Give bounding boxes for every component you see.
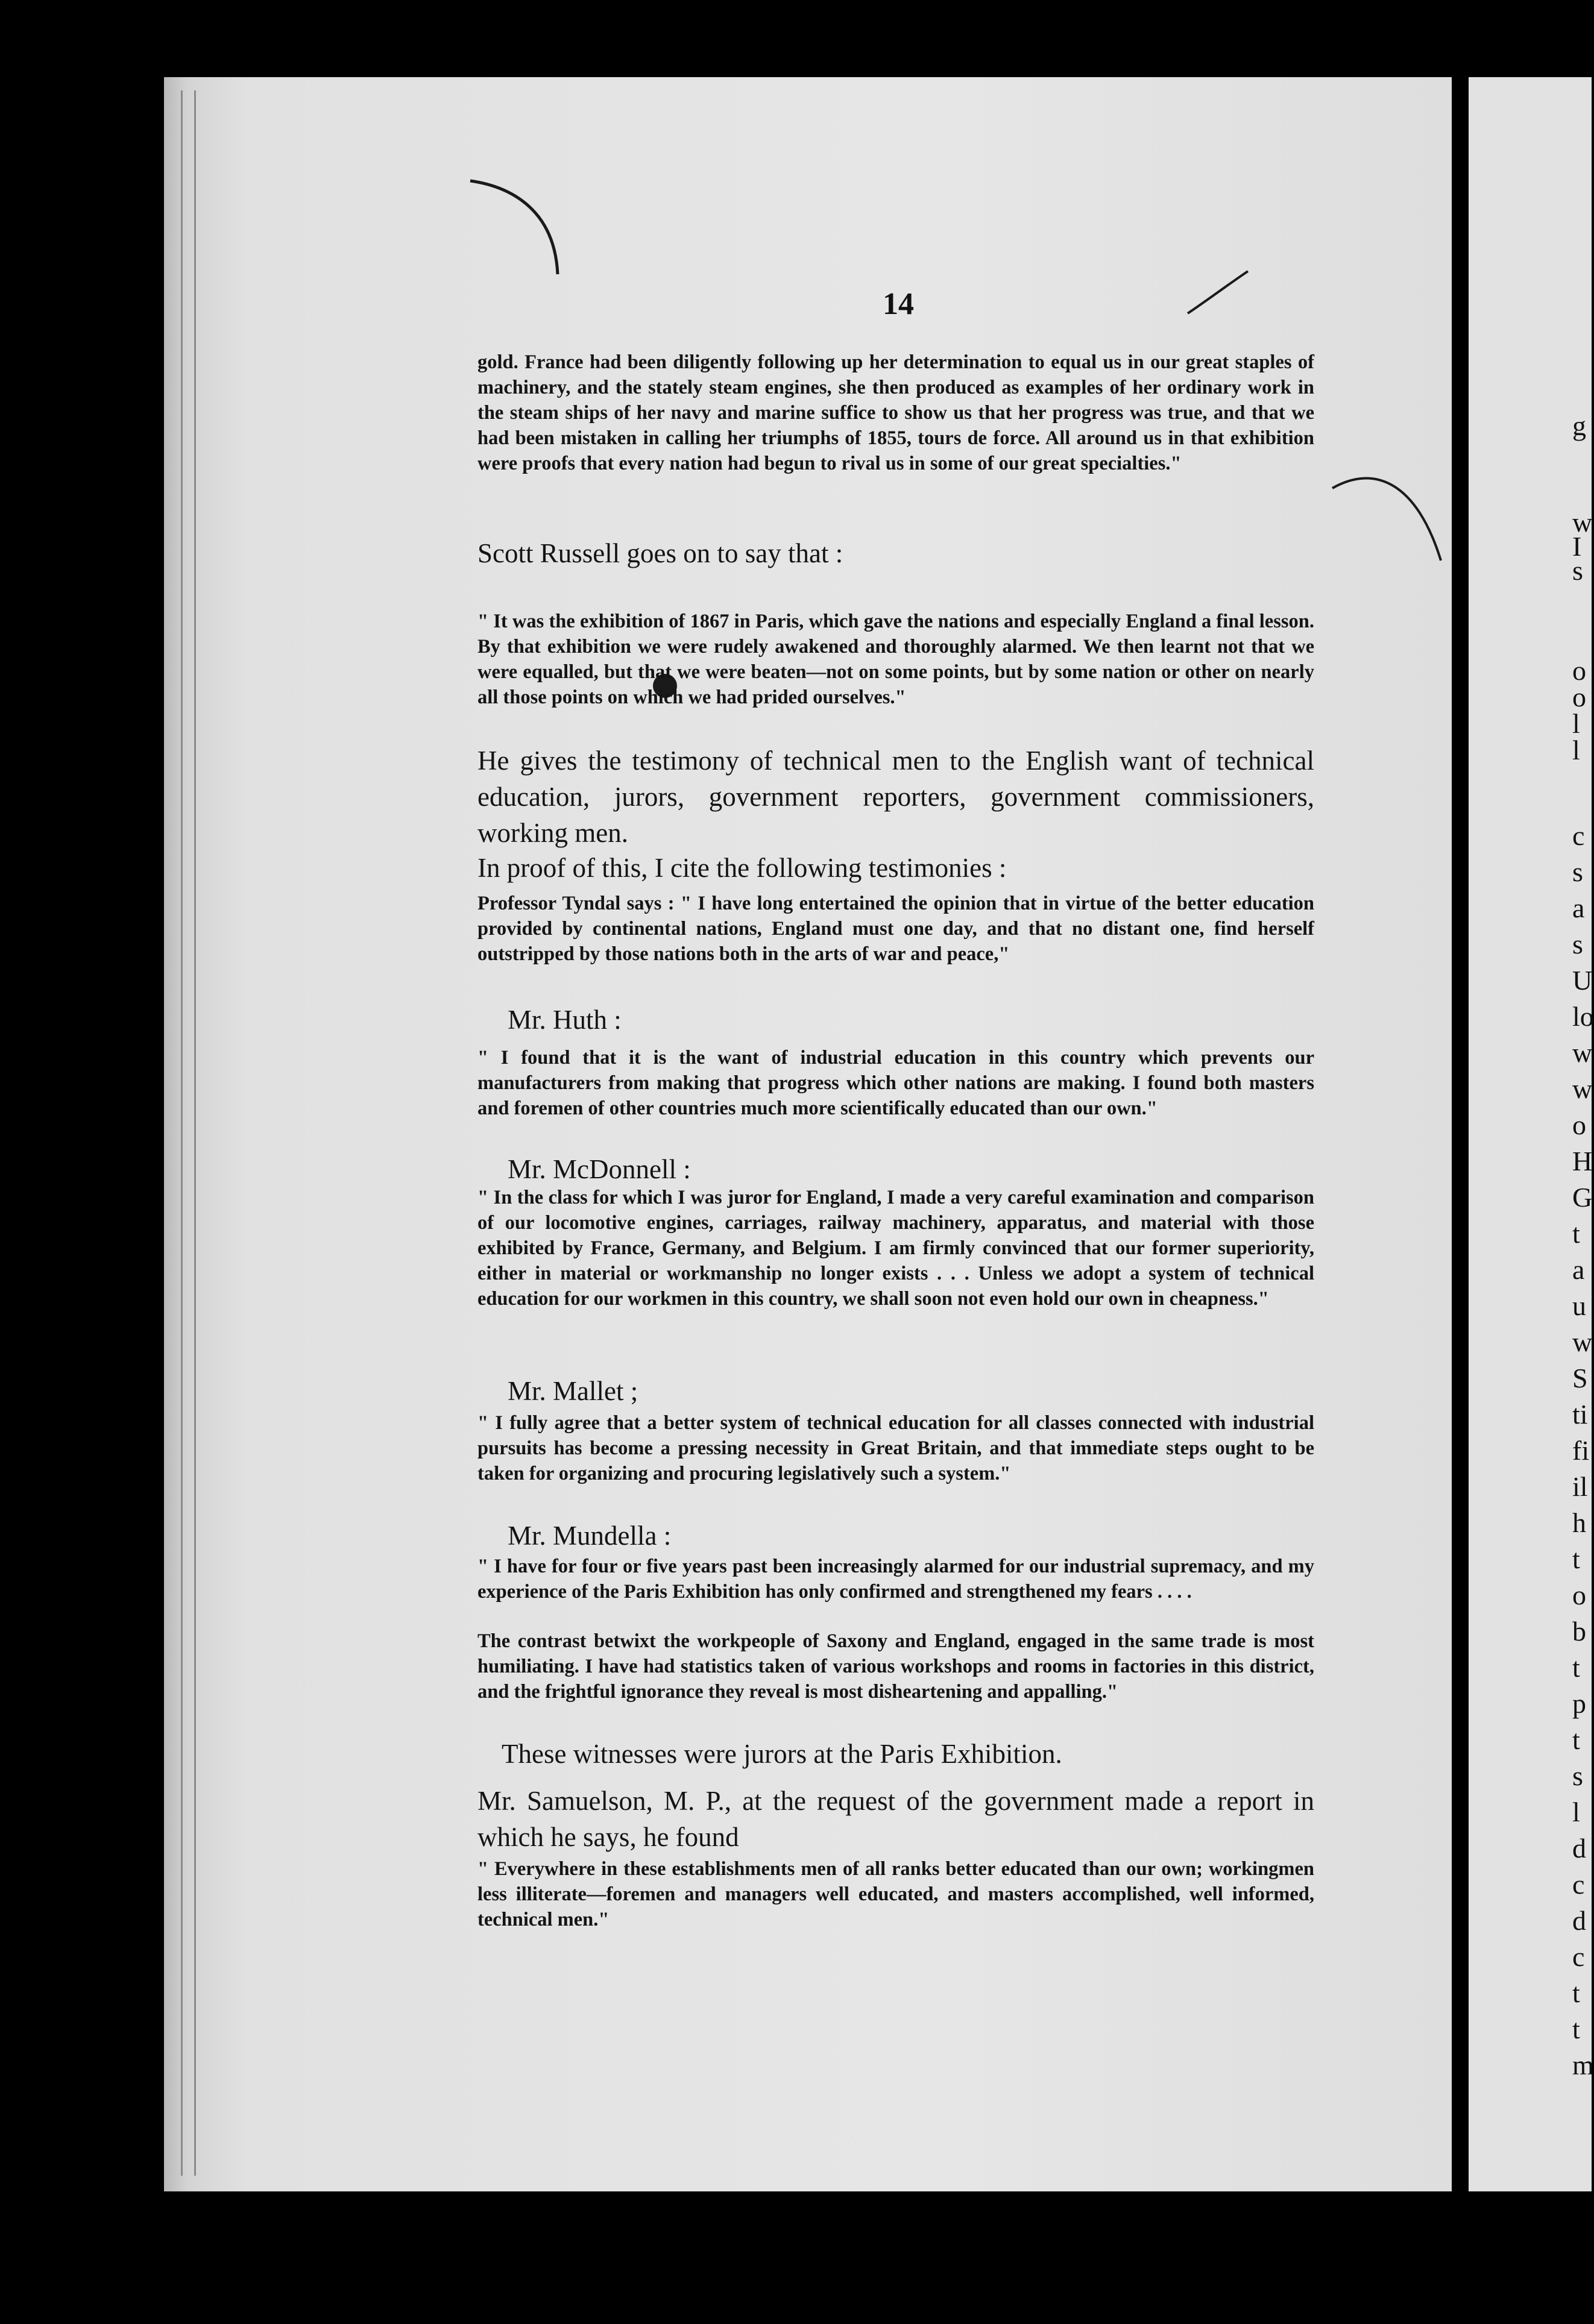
paragraph: Scott Russell goes on to say that :: [477, 538, 843, 568]
paragraph: Mr. Samuelson, M. P., at the request of the government made a report in which he says, he found: [477, 1786, 1314, 1852]
right-page-fragment: w: [1572, 507, 1593, 538]
paragraph: These witnesses were jurors at the Paris Exhibition.: [502, 1739, 1062, 1769]
paragraph: " It was the exhibition of 1867 in Paris, which gave the nations and especially England a final lesson. By that exhibition we were rudely awakened and thoroughly alarmed. We then learnt not that we were equalled, but that we were beaten—not on some points, but by some nation or other on nearly all those points on which we had prided ourselves.": [477, 611, 1314, 708]
paragraph: " I found that it is the want of industrial education in this country which prevents our manufacturers from making that progress which other nations are making. I found both masters and foremen of other countries much more scientifically educated than our own.": [477, 1047, 1314, 1119]
right-page-fragment: c: [1572, 1869, 1585, 1900]
right-page-fragment: g: [1572, 410, 1586, 441]
paragraph: " In the class for which I was juror for England, I made a very careful examination and comparison of our locomotive engines, carriages, railway machinery, apparatus, and material with those exhibited by France, Germany, and Belgium. I am firmly convinced that our former superiority, either in material or workmanship no longer exists . . . Unless we adopt a system of technical education for our workmen in this country, we shall soon not even hold our own in cheapness.": [477, 1187, 1314, 1310]
right-page-fragment: il: [1572, 1471, 1588, 1502]
right-page-fragment: H: [1572, 1146, 1593, 1176]
page-number: 14: [883, 287, 914, 321]
speaker-heading: Mr. Mallet ;: [508, 1376, 638, 1406]
right-page-fragment: fi: [1572, 1435, 1590, 1466]
right-page-fragment: o: [1572, 682, 1586, 712]
right-page-fragment: b: [1572, 1616, 1586, 1647]
stray-pen-mark: [1182, 265, 1254, 319]
right-page-fragment: s: [1572, 856, 1583, 887]
paragraph: gold. France had been diligently following up her determination to equal us in our great staples of machinery, and the stately steam engines, she then produced as examples of her ordinary work in the steam ships of her navy and marine suffice to show us that her progress was true, and that we had been mistaken in calling her triumphs of 1855, tours de force. All around us in that exhibition were proofs that every nation had begun to rival us in some of our great specialties.": [477, 351, 1314, 474]
right-page-fragment: l: [1572, 735, 1580, 765]
right-page-fragment: o: [1572, 1110, 1586, 1140]
right-page-fragment: c: [1572, 820, 1585, 851]
stray-pen-mark: [1326, 470, 1447, 567]
right-page-fragment: a: [1572, 893, 1585, 923]
speaker-heading: Mr. Huth :: [508, 1005, 622, 1035]
right-page-fragment: S: [1572, 1363, 1588, 1393]
right-page-fragment: p: [1572, 1688, 1586, 1719]
right-page-fragment: t: [1572, 1724, 1580, 1755]
right-page-fragment: w: [1572, 1327, 1593, 1357]
right-page-fragment: t: [1572, 1977, 1580, 2008]
right-page-fragment: ti: [1572, 1399, 1588, 1430]
right-page-fragment: h: [1572, 1507, 1586, 1538]
binding-line: [181, 90, 183, 2176]
right-page-fragment: I: [1572, 531, 1582, 562]
paragraph: In proof of this, I cite the following testimonies :: [477, 853, 1007, 883]
right-page-fragment: l: [1572, 1797, 1580, 1827]
right-page-fragment: o: [1572, 655, 1586, 686]
right-page-fragment: lo: [1572, 1001, 1594, 1032]
right-page-fragment: U: [1572, 965, 1593, 996]
right-page-fragment: l: [1572, 708, 1580, 739]
right-page-fragment: o: [1572, 1580, 1586, 1610]
paragraph: " I fully agree that a better system of technical education for all classes connected with industrial pursuits has become a pressing necessity in Great Britain, and that immediate steps ought to be taken for organizing and procuring legislatively such a system.": [477, 1412, 1314, 1484]
right-page-fragment: d: [1572, 1833, 1586, 1864]
right-page-fragment: c: [1572, 1941, 1585, 1972]
right-page-fragment: s: [1572, 555, 1583, 586]
right-page-fragment: u: [1572, 1290, 1586, 1321]
right-page-fragment: t: [1572, 1544, 1580, 1574]
paragraph: " I have for four or five years past been increasingly alarmed for our industrial supremacy, and my experience of the Paris Exhibition has only confirmed and strengthened my fears . . . .: [477, 1556, 1314, 1603]
right-page-fragment: w: [1572, 1037, 1593, 1068]
speaker-heading: Mr. Mundella :: [508, 1521, 672, 1551]
right-page-fragment: w: [1572, 1073, 1593, 1104]
paragraph: The contrast betwixt the workpeople of Saxony and England, engaged in the same trade is most humiliating. I have had statistics taken of various workshops and rooms in factories in this district, and the frightful ignorance they reveal is most disheartening and appalling.": [477, 1630, 1314, 1703]
right-page-fragment: s: [1572, 929, 1583, 959]
right-page-fragment: d: [1572, 1905, 1586, 1936]
right-page-fragment: t: [1572, 1652, 1580, 1683]
right-page-fragment: t: [1572, 1218, 1580, 1249]
binding-line: [194, 90, 196, 2176]
right-page-fragment: s: [1572, 1760, 1583, 1791]
paragraph: " Everywhere in these establishments men of all ranks better educated than our own; workingmen less illiterate—foremen and managers well educated, and masters accomplished, well informed, technical men.": [477, 1858, 1314, 1930]
right-page-fragment: a: [1572, 1254, 1585, 1285]
right-page-fragment: m: [1572, 2050, 1594, 2081]
right-page-fragment: t: [1572, 2014, 1580, 2044]
paragraph: He gives the testimony of technical men to the English want of technical education, jurors, government reporters, government commissioners, working men.: [477, 746, 1314, 848]
right-page-fragment: G: [1572, 1182, 1593, 1213]
stray-pen-mark: [458, 169, 579, 289]
paragraph: Professor Tyndal says : " I have long entertained the opinion that in virtue of the better education provided by continental nations, England must one day, and that no distant one, find herself outstripped by those nations both in the arts of war and peace,": [477, 893, 1314, 965]
speaker-heading: Mr. McDonnell :: [508, 1154, 691, 1184]
